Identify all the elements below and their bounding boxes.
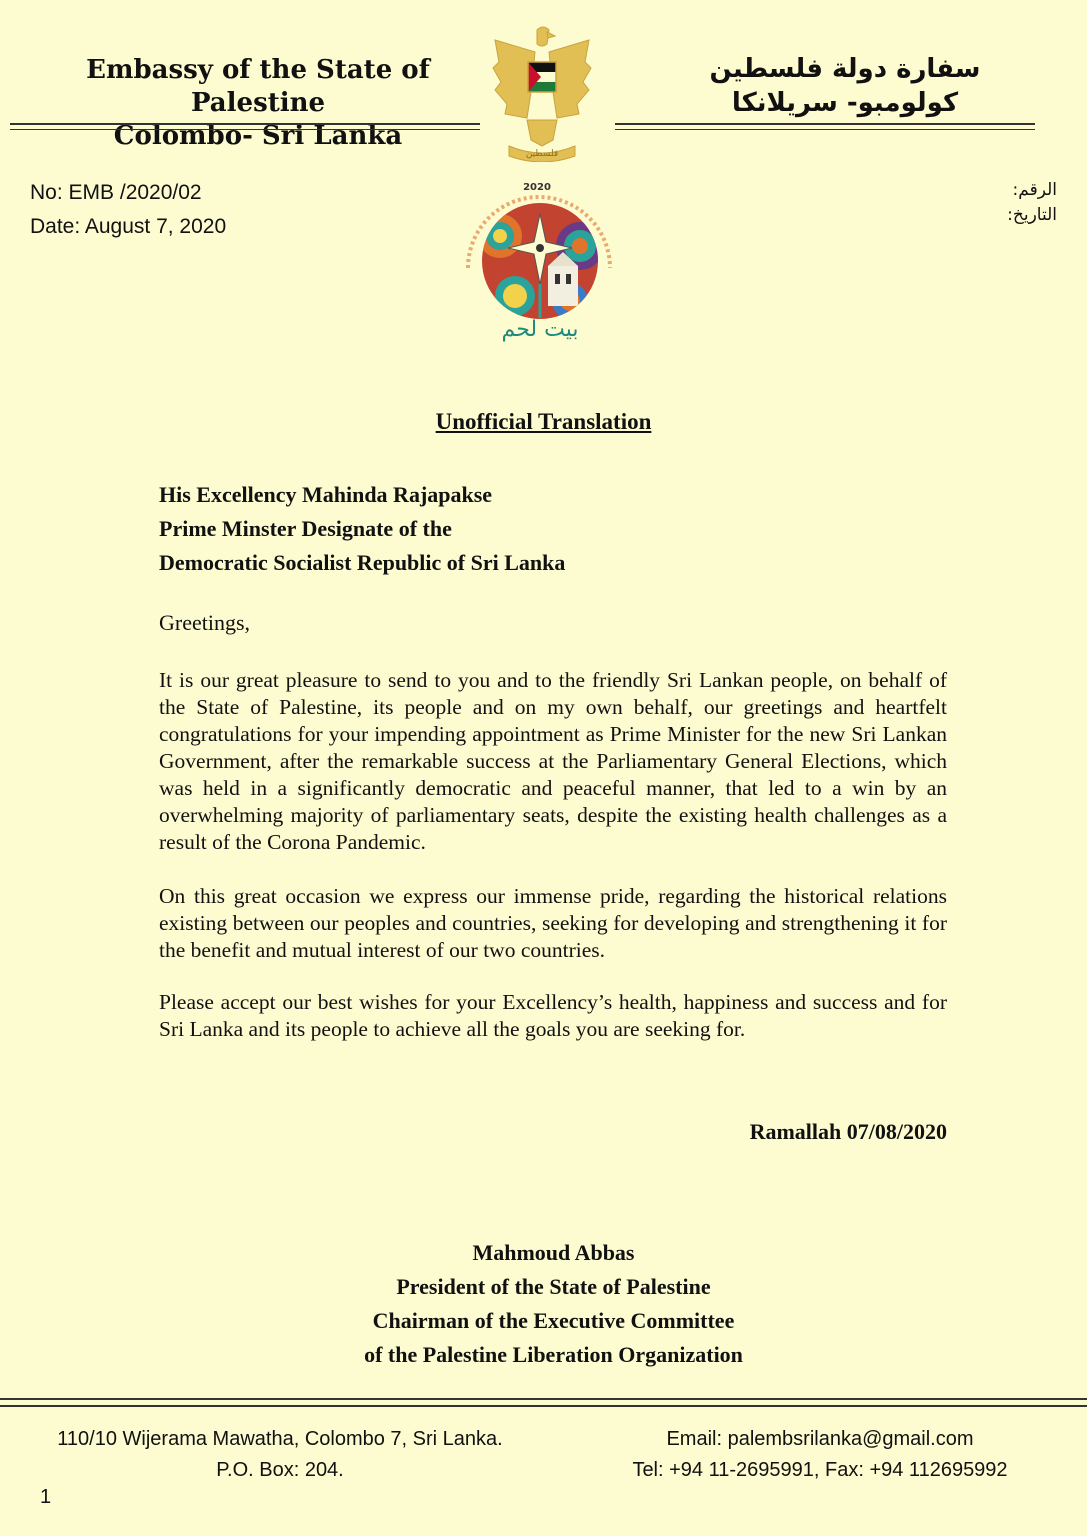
palestine-eagle-emblem-icon: [487, 22, 597, 162]
recipient-line: Prime Minster Designate of the: [159, 516, 452, 541]
header-rule-left: [10, 123, 480, 130]
letter-subject: [0, 409, 1087, 435]
signatory-title: Chairman of the Executive Committee: [372, 1308, 735, 1333]
email-line: Email: palembsrilanka@gmail.com: [666, 1428, 974, 1450]
reference-date: Date: August 7, 2020: [30, 215, 227, 238]
signatory-name: Mahmoud Abbas: [472, 1240, 635, 1265]
embassy-location-arabic-line: كولومبو- سريلانكا: [731, 88, 959, 118]
embassy-name-arabic: [660, 52, 1030, 120]
subject-text: Unofficial Translation: [435, 409, 652, 434]
arabic-date-label: التاريخ:: [1007, 205, 1057, 225]
reference-number: No: EMB /2020/02: [30, 181, 202, 204]
footer-rule: [0, 1398, 1087, 1407]
page-number: 1: [40, 1486, 52, 1508]
embassy-name-arabic-line1: سفارة دولة فلسطين: [709, 54, 981, 84]
signatory-title: of the Palestine Liberation Organization: [364, 1342, 743, 1367]
body-paragraph: On this great occasion we express our immense pride, regarding the historical relations existing between our peoples and countries, seeking for developing and strengthening it for the benefit and mutual interest of our two countries.: [159, 884, 947, 962]
logo-script: بيت لحم: [501, 317, 579, 342]
po-box-line: P.O. Box: 204.: [216, 1459, 344, 1481]
address-line: 110/10 Wijerama Mawatha, Colombo 7, Sri Lanka.: [57, 1428, 503, 1450]
embassy-name-line1: Embassy of the State of Palestine: [86, 55, 430, 118]
arabic-number-label: الرقم:: [1012, 180, 1057, 200]
recipient-line: Democratic Socialist Republic of Sri Lanka: [159, 550, 566, 575]
header-rule-right: [615, 123, 1035, 130]
greeting: Greetings,: [159, 610, 251, 635]
body-paragraph: Please accept our best wishes for your Excellency’s health, happiness and success and for Sri Lanka and its people to achieve all the goals you are seeking for.: [159, 990, 947, 1041]
body-paragraph: It is our great pleasure to send to you and to the friendly Sri Lankan people, on behalf of the State of Palestine, its people and on my own behalf, our greetings and heartfelt congratulations for your impending appointment as Prime Minister for the new Sri Lankan Government, after the remarkable success at the Parliamentary General Elections, which was held in a significantly democratic and peaceful manner, that led to a win by an overwhelming majority of parliamentary seats, despite the existing health challenges as a result of the Corona Pandemic.: [159, 668, 947, 854]
logo-year: 2020: [523, 182, 551, 193]
recipient-block: [159, 478, 565, 580]
footer-address: [20, 1424, 540, 1486]
embassy-name-english: [48, 54, 468, 153]
footer-contact: [590, 1424, 1050, 1486]
signatory-title: President of the State of Palestine: [396, 1274, 711, 1299]
signatory-block: [0, 1236, 1087, 1372]
place-and-date: Ramallah 07/08/2020: [749, 1119, 947, 1144]
recipient-line: His Excellency Mahinda Rajapakse: [159, 482, 493, 507]
phone-fax-line: Tel: +94 11-2695991, Fax: +94 112695992: [632, 1459, 1008, 1481]
embassy-location-line: Colombo- Sri Lanka: [113, 121, 403, 151]
bethlehem-2020-logo-icon: [440, 176, 640, 346]
emblem-caption: فلسطين: [525, 149, 559, 159]
